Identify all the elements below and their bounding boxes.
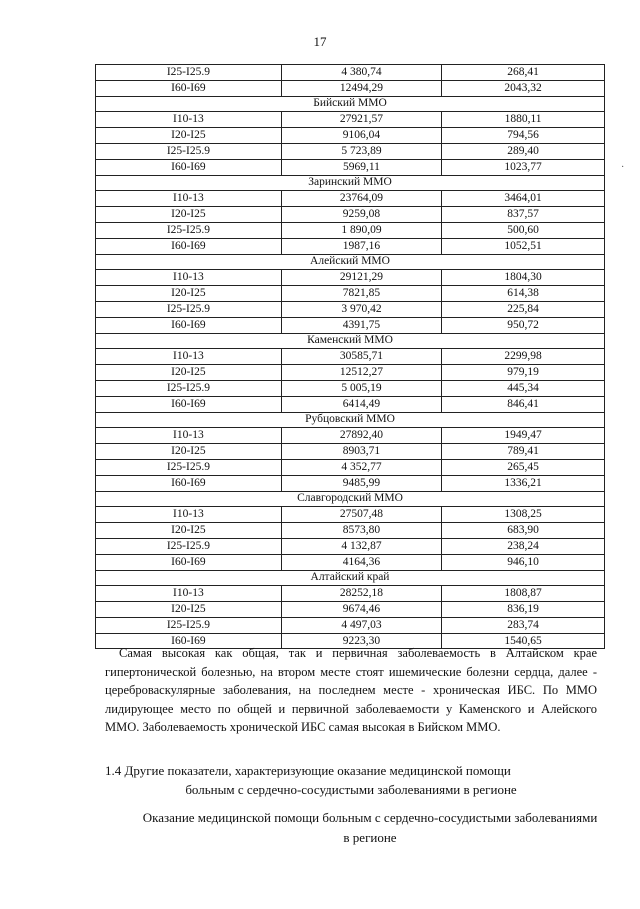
icd-code-cell: I60-I69 — [96, 238, 282, 254]
primary-morbidity-cell: 794,56 — [442, 128, 605, 144]
primary-morbidity-cell: 283,74 — [442, 617, 605, 633]
total-morbidity-cell: 27507,48 — [281, 507, 441, 523]
total-morbidity-cell: 3 970,42 — [281, 301, 441, 317]
table-row — [96, 523, 605, 539]
primary-morbidity-cell: 683,90 — [442, 523, 605, 539]
primary-morbidity-cell: 837,57 — [442, 207, 605, 223]
table-row — [96, 475, 605, 491]
total-morbidity-cell: 4 497,03 — [281, 617, 441, 633]
table-row — [96, 444, 605, 460]
total-morbidity-cell: 4391,75 — [281, 317, 441, 333]
section-heading-line-1: 1.4 Другие показатели, характеризующие оказание медицинской помощи — [105, 763, 511, 778]
table-row — [96, 538, 605, 554]
table-row — [96, 507, 605, 523]
table-row — [96, 602, 605, 618]
icd-code-cell: I25-I25.9 — [96, 65, 282, 81]
icd-code-cell: I20-I25 — [96, 602, 282, 618]
region-name: Алейский ММО — [96, 254, 605, 270]
table-row — [96, 459, 605, 475]
region-header-row — [96, 333, 605, 349]
table-row — [96, 80, 605, 96]
region-name: Бийский ММО — [96, 96, 605, 112]
primary-morbidity-cell: 1880,11 — [442, 112, 605, 128]
sub-heading: Оказание медицинской помощи больным с сердечно-сосудистыми заболеваниями в регионе — [142, 810, 598, 845]
primary-morbidity-cell: 289,40 — [442, 143, 605, 159]
icd-code-cell: I10-13 — [96, 586, 282, 602]
total-morbidity-cell: 23764,09 — [281, 191, 441, 207]
primary-morbidity-cell: 789,41 — [442, 444, 605, 460]
icd-code-cell: I10-13 — [96, 191, 282, 207]
icd-code-cell: I10-13 — [96, 428, 282, 444]
region-header-row — [96, 412, 605, 428]
icd-code-cell: I25-I25.9 — [96, 301, 282, 317]
primary-morbidity-cell: 946,10 — [442, 554, 605, 570]
primary-morbidity-cell: 1052,51 — [442, 238, 605, 254]
primary-morbidity-cell: 265,45 — [442, 459, 605, 475]
primary-morbidity-cell: 268,41 — [442, 65, 605, 81]
primary-morbidity-cell: 238,24 — [442, 538, 605, 554]
table-row — [96, 554, 605, 570]
total-morbidity-cell: 7821,85 — [281, 286, 441, 302]
icd-code-cell: I25-I25.9 — [96, 617, 282, 633]
table-row — [96, 207, 605, 223]
icd-code-cell: I60-I69 — [96, 554, 282, 570]
table-row — [96, 65, 605, 81]
margin-mark: · — [621, 162, 625, 173]
icd-code-cell: I10-13 — [96, 349, 282, 365]
total-morbidity-cell: 28252,18 — [281, 586, 441, 602]
icd-code-cell: I10-13 — [96, 112, 282, 128]
region-header-row — [96, 175, 605, 191]
total-morbidity-cell: 4 352,77 — [281, 459, 441, 475]
table-row — [96, 238, 605, 254]
primary-morbidity-cell: 1804,30 — [442, 270, 605, 286]
table-row — [96, 301, 605, 317]
morbidity-table — [95, 64, 605, 649]
total-morbidity-cell: 9674,46 — [281, 602, 441, 618]
total-morbidity-cell: 5969,11 — [281, 159, 441, 175]
icd-code-cell: I60-I69 — [96, 317, 282, 333]
icd-code-cell: I10-13 — [96, 507, 282, 523]
icd-code-cell: I20-I25 — [96, 523, 282, 539]
region-name: Рубцовский ММО — [96, 412, 605, 428]
primary-morbidity-cell: 2043,32 — [442, 80, 605, 96]
primary-morbidity-cell: 2299,98 — [442, 349, 605, 365]
total-morbidity-cell: 1987,16 — [281, 238, 441, 254]
page-number: 17 — [313, 34, 327, 49]
primary-morbidity-cell: 836,19 — [442, 602, 605, 618]
table-row — [96, 112, 605, 128]
section-heading-line-2: больным с сердечно-сосудистыми заболеваниями в регионе — [185, 781, 517, 797]
primary-morbidity-cell: 1308,25 — [442, 507, 605, 523]
primary-morbidity-cell: 445,34 — [442, 380, 605, 396]
icd-code-cell: I10-13 — [96, 270, 282, 286]
primary-morbidity-cell: 3464,01 — [442, 191, 605, 207]
icd-code-cell: I60-I69 — [96, 633, 282, 649]
total-morbidity-cell: 12494,29 — [281, 80, 441, 96]
primary-morbidity-cell: 1808,87 — [442, 586, 605, 602]
primary-morbidity-cell: 614,38 — [442, 286, 605, 302]
icd-code-cell: I25-I25.9 — [96, 222, 282, 238]
primary-morbidity-cell: 1336,21 — [442, 475, 605, 491]
icd-code-cell: I60-I69 — [96, 159, 282, 175]
table-row — [96, 128, 605, 144]
primary-morbidity-cell: 1540,65 — [442, 633, 605, 649]
total-morbidity-cell: 6414,49 — [281, 396, 441, 412]
total-morbidity-cell: 27892,40 — [281, 428, 441, 444]
region-header-row — [96, 491, 605, 507]
primary-morbidity-cell: 979,19 — [442, 365, 605, 381]
table-row — [96, 143, 605, 159]
total-morbidity-cell: 4 380,74 — [281, 65, 441, 81]
region-name: Каменский ММО — [96, 333, 605, 349]
icd-code-cell: I25-I25.9 — [96, 459, 282, 475]
table-row — [96, 286, 605, 302]
total-morbidity-cell: 29121,29 — [281, 270, 441, 286]
icd-code-cell: I20-I25 — [96, 444, 282, 460]
primary-morbidity-cell: 225,84 — [442, 301, 605, 317]
analysis-paragraph: Самая высокая как общая, так и первичная заболеваемость в Алтайском крае гипертонической болезнью, на втором месте стоят ишемические болезни сердца, далее - цереброваскулярные заболевания, на последнем месте - хроническая ИБС. По ММО лидирующее место по общей и первичной заболеваемости у Каменского и Алейского ММО. Заболеваемость хронической ИБС самая высокая в Бийском ММО. — [105, 646, 597, 734]
morbidity-table-body — [96, 65, 605, 649]
primary-morbidity-cell: 950,72 — [442, 317, 605, 333]
total-morbidity-cell: 9223,30 — [281, 633, 441, 649]
icd-code-cell: I60-I69 — [96, 80, 282, 96]
region-header-row — [96, 254, 605, 270]
table-row — [96, 396, 605, 412]
total-morbidity-cell: 4164,36 — [281, 554, 441, 570]
icd-code-cell: I25-I25.9 — [96, 380, 282, 396]
table-row — [96, 617, 605, 633]
table-row — [96, 317, 605, 333]
icd-code-cell: I20-I25 — [96, 128, 282, 144]
total-morbidity-cell: 30585,71 — [281, 349, 441, 365]
total-morbidity-cell: 27921,57 — [281, 112, 441, 128]
icd-code-cell: I25-I25.9 — [96, 538, 282, 554]
table-row — [96, 365, 605, 381]
icd-code-cell: I60-I69 — [96, 475, 282, 491]
icd-code-cell: I25-I25.9 — [96, 143, 282, 159]
icd-code-cell: I20-I25 — [96, 286, 282, 302]
total-morbidity-cell: 9106,04 — [281, 128, 441, 144]
total-morbidity-cell: 5 723,89 — [281, 143, 441, 159]
table-row — [96, 191, 605, 207]
total-morbidity-cell: 5 005,19 — [281, 380, 441, 396]
icd-code-cell: I60-I69 — [96, 396, 282, 412]
total-morbidity-cell: 9259,08 — [281, 207, 441, 223]
icd-code-cell: I20-I25 — [96, 365, 282, 381]
table-row — [96, 380, 605, 396]
primary-morbidity-cell: 500,60 — [442, 222, 605, 238]
table-row — [96, 270, 605, 286]
region-header-row — [96, 96, 605, 112]
region-name: Славгородский ММО — [96, 491, 605, 507]
table-row — [96, 222, 605, 238]
region-header-row — [96, 570, 605, 586]
region-name: Заринский ММО — [96, 175, 605, 191]
table-row — [96, 586, 605, 602]
total-morbidity-cell: 8903,71 — [281, 444, 441, 460]
primary-morbidity-cell: 1949,47 — [442, 428, 605, 444]
region-name: Алтайский край — [96, 570, 605, 586]
total-morbidity-cell: 4 132,87 — [281, 538, 441, 554]
table-row — [96, 159, 605, 175]
total-morbidity-cell: 8573,80 — [281, 523, 441, 539]
total-morbidity-cell: 12512,27 — [281, 365, 441, 381]
icd-code-cell: I20-I25 — [96, 207, 282, 223]
table-row — [96, 349, 605, 365]
total-morbidity-cell: 1 890,09 — [281, 222, 441, 238]
table-row — [96, 428, 605, 444]
section-heading — [105, 762, 597, 799]
primary-morbidity-cell: 1023,77 — [442, 159, 605, 175]
primary-morbidity-cell: 846,41 — [442, 396, 605, 412]
total-morbidity-cell: 9485,99 — [281, 475, 441, 491]
